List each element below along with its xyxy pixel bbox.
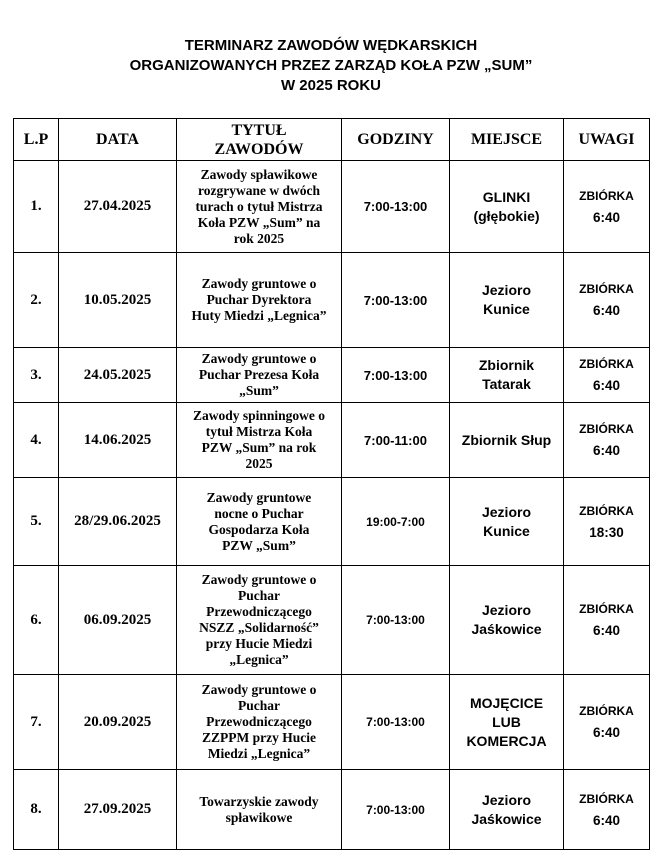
title-text-line: nocne o Puchar <box>214 505 304 521</box>
place-text-line: Jezioro <box>481 602 531 618</box>
notes-text-line: ZBIÓRKA <box>579 704 634 718</box>
place-text-line: GLINKI <box>482 188 531 205</box>
cell-notes <box>564 770 650 850</box>
notes-text-line: 6:40 <box>592 812 621 828</box>
cell-lp: 7. <box>14 675 59 770</box>
table-row <box>14 566 650 675</box>
notes-text-line: 6:40 <box>592 378 621 393</box>
notes-text-line: 6:40 <box>592 623 621 638</box>
place-text-line: Kunice <box>483 301 530 317</box>
cell-title <box>177 770 342 850</box>
notes-text-line: 6:40 <box>592 209 621 225</box>
cell-date: 27.09.2025 <box>59 770 177 850</box>
cell-date: 06.09.2025 <box>59 566 177 675</box>
cell-date: 28/29.06.2025 <box>59 478 177 566</box>
cell-title <box>177 348 342 403</box>
notes-text-line: 18:30 <box>589 524 624 540</box>
cell-title <box>177 478 342 566</box>
place-text-line: Kunice <box>483 522 530 539</box>
cell-place <box>450 770 564 850</box>
title-text-line: tytuł Mistrza Koła <box>205 424 313 439</box>
title-line: W 2025 ROKU <box>280 77 382 94</box>
cell-date: 10.05.2025 <box>59 253 177 348</box>
cell-notes <box>564 348 650 403</box>
cell-lp: 8. <box>14 770 59 850</box>
notes-text-line: ZBIÓRKA <box>579 422 634 436</box>
table-row <box>14 403 650 478</box>
cell-notes <box>564 161 650 253</box>
place-text-line: Jaśkowice <box>471 810 542 827</box>
cell-date: 24.05.2025 <box>59 348 177 403</box>
cell-title <box>177 161 342 253</box>
cell-lp: 3. <box>14 348 59 403</box>
notes-text-line: ZBIÓRKA <box>579 602 634 616</box>
place-text-line: Jezioro <box>481 503 531 520</box>
title-text-line: turach o tytuł Mistrza <box>195 198 323 214</box>
notes-text-line: ZBIÓRKA <box>579 282 634 296</box>
cell-place <box>450 675 564 770</box>
table-header-row <box>14 119 650 161</box>
title-text-line: Gospodarza Koła <box>208 521 310 537</box>
title-line: ORGANIZOWANYCH PRZEZ ZARZĄD KOŁA PZW „SUM” <box>129 57 533 74</box>
title-text-line: NSZZ „Solidarność” <box>199 620 319 635</box>
table-row <box>14 770 650 850</box>
table-row <box>14 478 650 566</box>
cell-title <box>177 253 342 348</box>
notes-text-line: ZBIÓRKA <box>579 188 634 203</box>
title-line: TERMINARZ ZAWODÓW WĘDKARSKICH <box>184 37 478 54</box>
place-text-line: Tatarak <box>482 376 531 392</box>
cell-title <box>177 403 342 478</box>
cell-notes <box>564 566 650 675</box>
cell-lp: 1. <box>14 161 59 253</box>
cell-hours: 7:00-13:00 <box>342 253 450 348</box>
column-header-lp: L.P <box>14 119 59 161</box>
place-text-line: Jezioro <box>481 791 531 808</box>
place-text-line: Jaśkowice <box>471 621 542 637</box>
title-text-line: Puchar Prezesa Koła <box>198 367 320 382</box>
title-text-line: Towarzyskie zawody <box>199 793 319 809</box>
title-text-line: Zawody gruntowe o <box>201 351 317 366</box>
cell-title <box>177 566 342 675</box>
cell-title <box>177 675 342 770</box>
cell-place <box>450 253 564 348</box>
title-text-line: Zawody spławikowe <box>200 166 318 182</box>
cell-lp: 5. <box>14 478 59 566</box>
column-header-title <box>177 119 342 161</box>
notes-text-line: 6:40 <box>592 303 621 318</box>
title-text-line: Zawody spinningowe o <box>192 408 326 423</box>
notes-text-line: 6:40 <box>592 443 621 458</box>
cell-place <box>450 566 564 675</box>
table-row <box>14 253 650 348</box>
column-header-title-line: ZAWODÓW <box>214 140 304 158</box>
cell-notes <box>564 478 650 566</box>
title-text-line: rozgrywane w dwóch <box>198 182 320 198</box>
cell-notes <box>564 253 650 348</box>
title-text-line: spławikowe <box>225 809 293 825</box>
cell-lp: 6. <box>14 566 59 675</box>
cell-place <box>450 161 564 253</box>
cell-date: 27.04.2025 <box>59 161 177 253</box>
title-text-line: „Sum” <box>239 383 279 398</box>
column-header-hours: GODZINY <box>342 119 450 161</box>
table-row <box>14 348 650 403</box>
title-text-line: 2025 <box>245 456 273 471</box>
place-text-line: MOJĘCICE <box>469 694 544 711</box>
cell-hours: 7:00-11:00 <box>342 403 450 478</box>
cell-date: 14.06.2025 <box>59 403 177 478</box>
cell-notes <box>564 675 650 770</box>
place-text-line: Zbiornik Słup <box>461 431 552 448</box>
cell-date: 20.09.2025 <box>59 675 177 770</box>
cell-place <box>450 478 564 566</box>
cell-hours: 7:00-13:00 <box>342 770 450 850</box>
title-text-line: Puchar Dyrektora <box>206 292 312 307</box>
title-text-line: „Legnica” <box>229 652 289 667</box>
cell-place <box>450 403 564 478</box>
document-title <box>0 36 662 96</box>
cell-hours: 19:00-7:00 <box>342 478 450 566</box>
table-row <box>14 675 650 770</box>
place-text-line: LUB <box>492 713 521 730</box>
cell-hours: 7:00-13:00 <box>342 675 450 770</box>
title-text-line: rok 2025 <box>233 230 285 246</box>
cell-hours: 7:00-13:00 <box>342 566 450 675</box>
place-text-line: Zbiornik <box>478 357 535 373</box>
notes-text-line: ZBIÓRKA <box>579 791 634 806</box>
cell-lp: 2. <box>14 253 59 348</box>
place-text-line: Jezioro <box>481 282 531 298</box>
cell-hours: 7:00-13:00 <box>342 348 450 403</box>
schedule-table <box>13 118 650 850</box>
title-text-line: Zawody gruntowe <box>206 489 312 505</box>
cell-lp: 4. <box>14 403 59 478</box>
title-text-line: PZW „Sum” na rok <box>201 440 317 455</box>
column-header-notes: UWAGI <box>564 119 650 161</box>
title-text-line: Puchar <box>238 588 280 603</box>
title-text-line: Huty Miedzi „Legnica” <box>191 308 327 323</box>
notes-text-line: ZBIÓRKA <box>579 503 634 518</box>
title-text-line: Przewodniczącego <box>206 714 312 729</box>
title-text-line: Zawody gruntowe o <box>201 276 317 291</box>
title-text-line: Koła PZW „Sum” na <box>197 214 321 230</box>
table-row <box>14 161 650 253</box>
title-text-line: ZZPPM przy Hucie <box>202 730 316 745</box>
place-text-line: (głębokie) <box>473 207 540 224</box>
cell-place <box>450 348 564 403</box>
column-header-date: DATA <box>59 119 177 161</box>
title-text-line: Miedzi „Legnica” <box>207 746 311 761</box>
column-header-title-line: TYTUŁ <box>231 121 287 139</box>
title-text-line: Zawody gruntowe o <box>201 572 317 587</box>
title-text-line: Zawody gruntowe o <box>201 682 317 697</box>
title-text-line: Puchar <box>238 698 280 713</box>
title-text-line: przy Hucie Miedzi <box>205 636 313 651</box>
title-text-line: Przewodniczącego <box>206 604 312 619</box>
place-text-line: KOMERCJA <box>466 732 547 749</box>
column-header-place: MIEJSCE <box>450 119 564 161</box>
title-text-line: PZW „Sum” <box>222 537 296 553</box>
cell-hours: 7:00-13:00 <box>342 161 450 253</box>
notes-text-line: 6:40 <box>592 725 621 740</box>
cell-notes <box>564 403 650 478</box>
notes-text-line: ZBIÓRKA <box>579 357 634 371</box>
